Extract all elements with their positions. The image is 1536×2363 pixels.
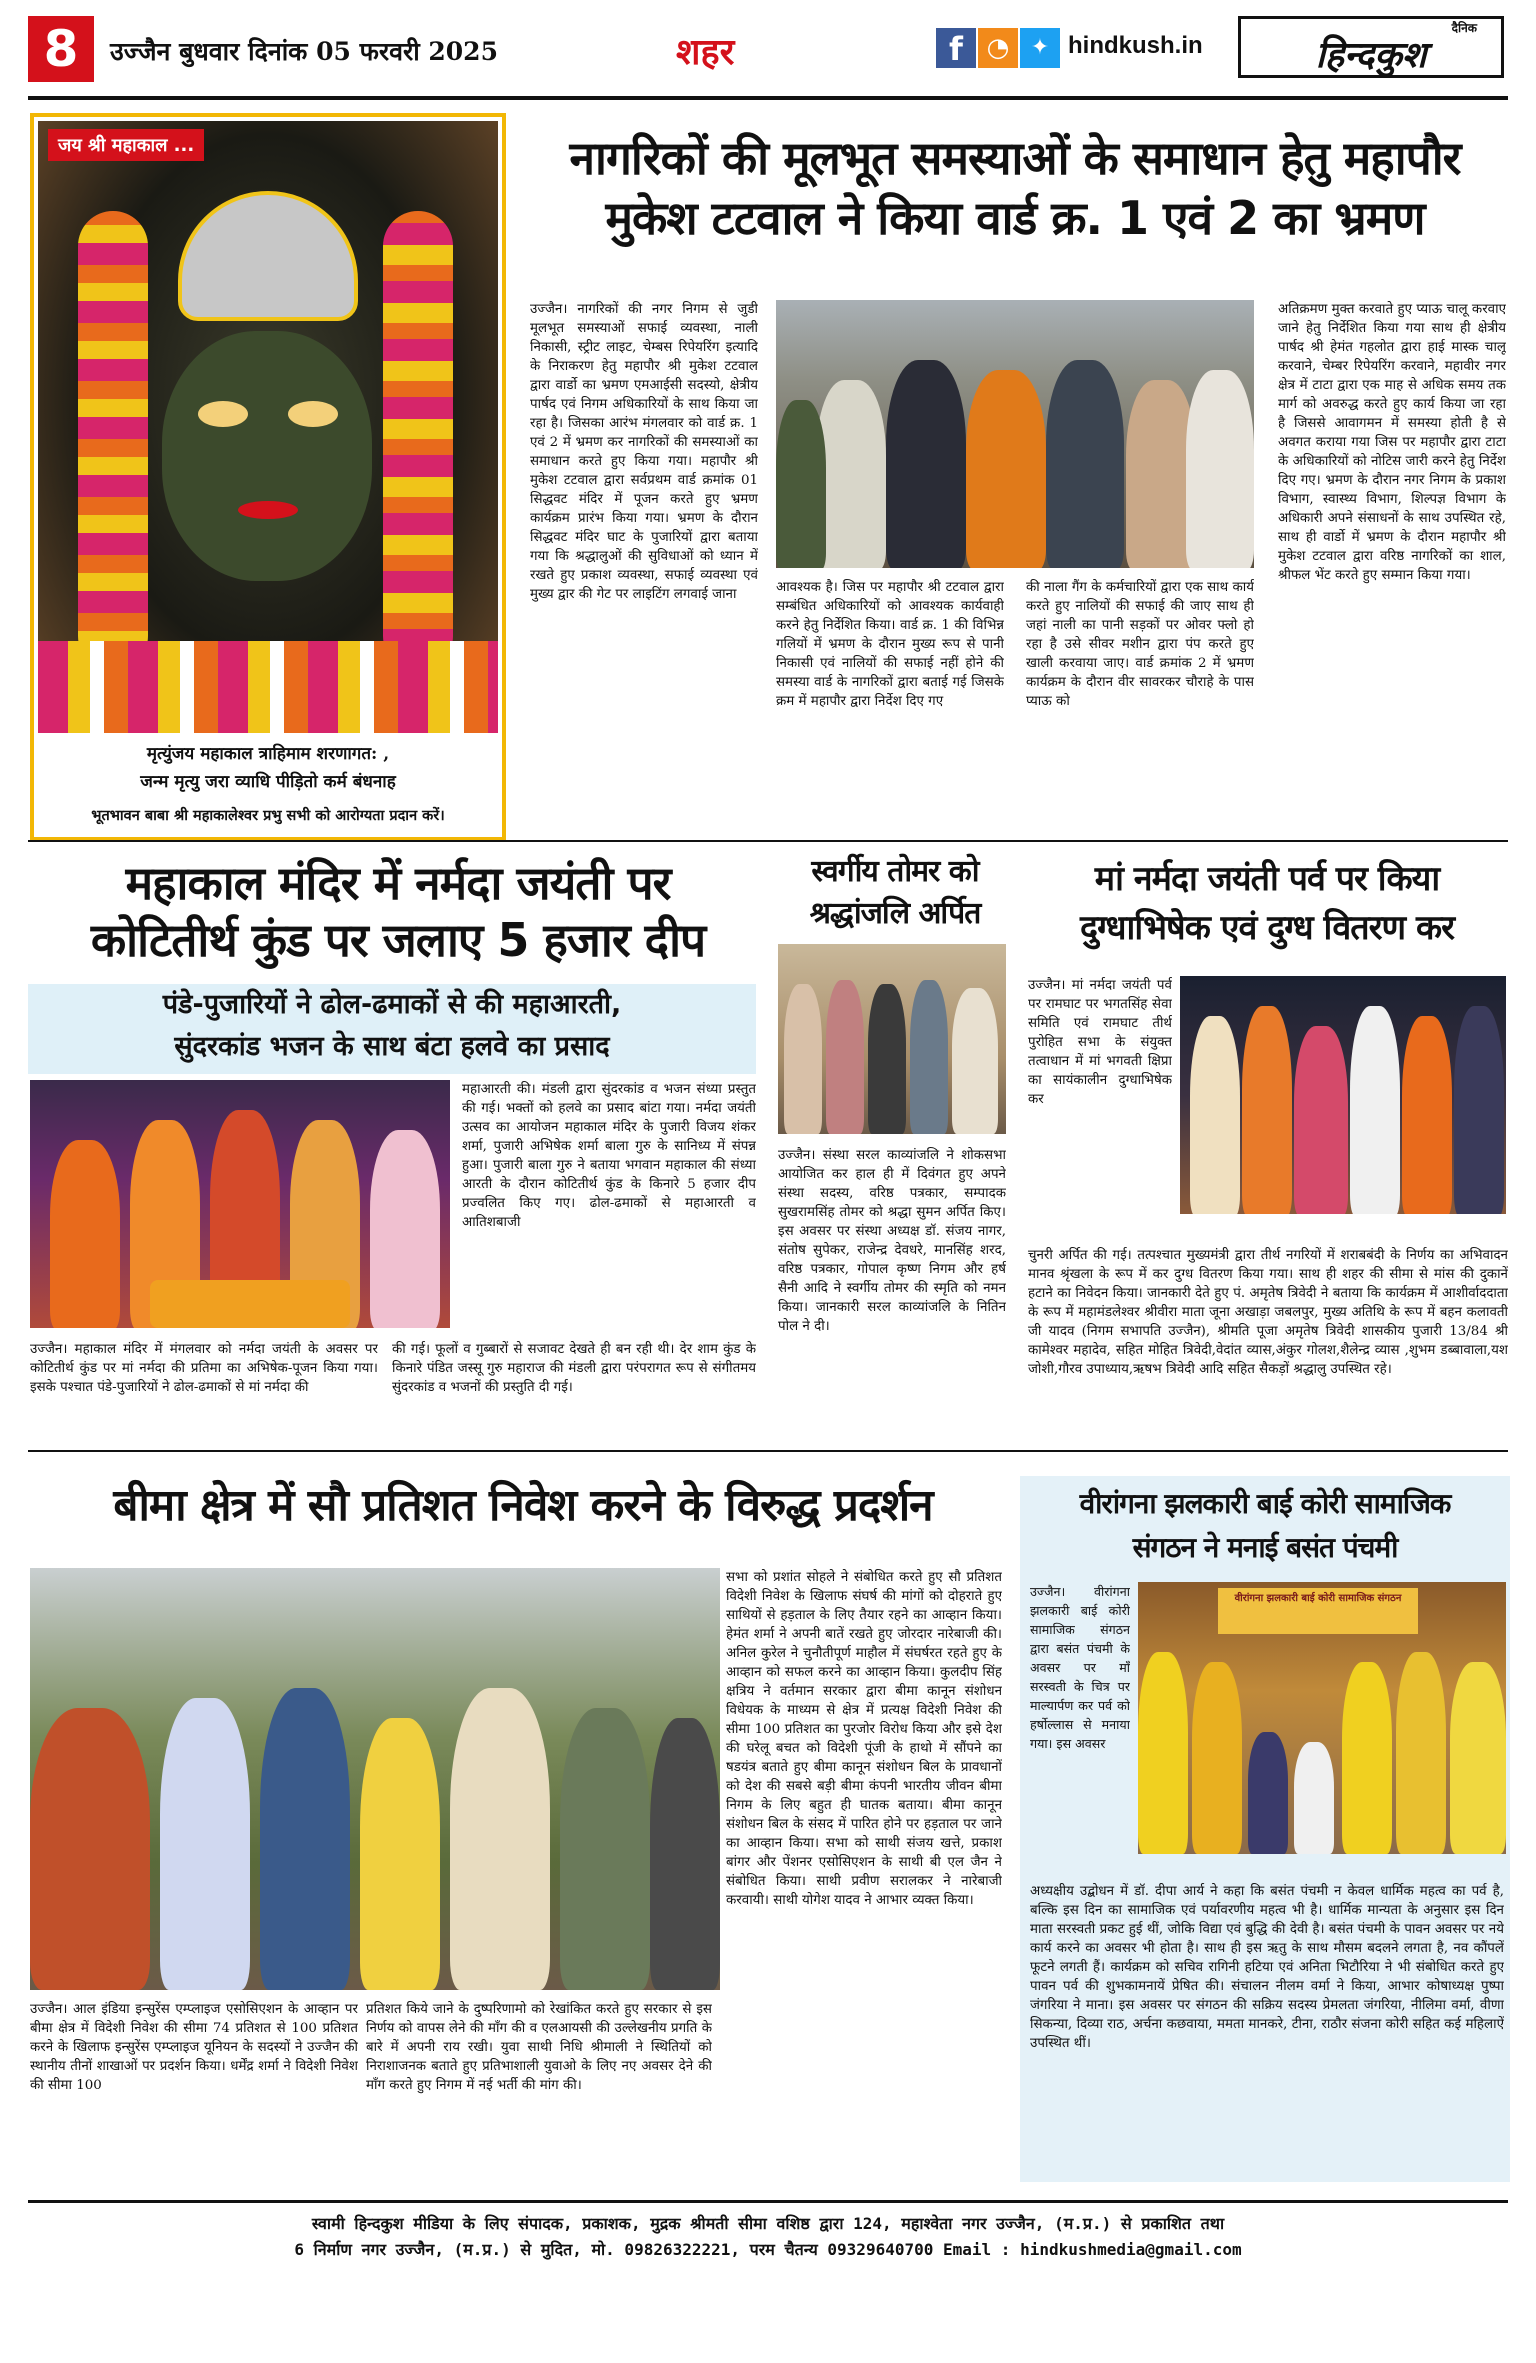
masthead	[28, 16, 1508, 98]
story4-body: चुनरी अर्पित की गई। तत्पश्चात मुख्यमंत्री द्वारा तीर्थ नगरियों में शराबबंदी के निर्णय का अभिवादन मानव श्रृंखला के रूप में कर दुग्ध वितरण किया गया। साथ ही शहर की सीमा से मांस की दुकानें हटाने का निवेदन किया। जानकारी देते हुए पं. अमृतेष त्रिवेदी ने बताया कि कार्यक्रम में आशीर्वाददाता के रूप में महामंडलेश्वर श्रीवीरा माता जूना अखाड़ा जबलपुर, मुख्य अतिथि के रूप में बहन कलावती जी यादव (निगम सभापति उज्जैन), श्रीमति पूजा अमृतेष त्रिवेदी शासकीय पुजारी 13/84 श्री कामेश्वर महादेव, सहित मोहित त्रिवेदी,वेदांत व्यास,अंकुर गोलश,शैलेन्द्र व्यास ,शुभम डब्बावाला,यश जोशी,गौरव उपाध्याय,ऋषभ त्रिवेदी आदि सहित सैकड़ों श्रद्धालु उपस्थित रहे।	[1028, 1248, 1508, 1377]
paper-logo	[1238, 16, 1504, 78]
story3-headline-1: स्वर्गीय तोमर को	[811, 854, 979, 889]
mahakal-caption-1: मृत्युंजय महाकाल त्राहिमाम शरणागत: ,	[146, 744, 390, 764]
story2-subhead-2: सुंदरकांड भजन के साथ बंटा हलवे का प्रसाद	[174, 1031, 610, 1062]
story6-body: अध्यक्षीय उद्बोधन में डॉ. दीपा आर्य ने कहा कि बसंत पंचमी न केवल धार्मिक महत्व का पर्व है, बल्कि इस दिन का सामाजिक एवं पर्यावरणीय महत्व भी है। धार्मिक मान्यता के अनुसार इस दिन माता सरस्वती प्रकट हुई थीं, जोकि विद्या एवं बुद्धि की देवी है। बसंत पंचमी के पावन अवसर पर नये कार्य करने का अवसर भी होता है। साथ ही इस ऋतु के साथ मौसम बदलने लगता है, नव कौंपलें फूटने लगती हैं। कार्यक्रम को सचिव रागिनी हटिया एवं अनिता भिटौरिया ने भी संबोधित करते हुए पावन पर्व की शुभकामनायें प्रेषित की। संचालन नीलम वर्मा ने किया, आभार कोषाध्यक्ष पुष्पा जंगरिया ने माना। इस अवसर पर संगठन की सक्रिय सदस्य प्रेमलता जंगरिया, नीलिमा वर्मा, वीणा सिकन्या, दिव्या राठ, अर्चना कछवाया, ममता मानकरे, टीना, राठौर संजना कोरी सहित कई महिलाऐं उपस्थित थीं।	[1030, 1884, 1504, 2051]
paper-tag: दैनिक	[1451, 21, 1477, 35]
story6-headline-2: संगठन ने मनाई बसंत पंचमी	[1132, 1531, 1398, 1564]
social-icons	[936, 28, 1060, 70]
mahakal-tag: जय श्री महाकाल ...	[48, 129, 204, 161]
footer-divider	[28, 2200, 1508, 2203]
paper-name: हिन्दकुश	[1315, 35, 1427, 76]
facebook-icon[interactable]: f	[936, 28, 976, 68]
story2-col-right: महाआरती की। मंडली द्वारा सुंदरकांड व भजन संध्या प्रस्तुत की गई। भक्तों को हलवे का प्रसाद बांटा गया। नर्मदा जयंती उत्सव का आयोजन महाकाल मंदिर के पुजारी विजय शंकर शर्मा, पुजारी अभिषेक शर्मा बाला गुरु के सानिध्य में संपन्न हुआ। पुजारी बाला गुरु ने बताया भगवान महाकाल की संध्या आरती के दौरान कोटितीर्थ कुंड के किनारे 5 हजार दीप प्रज्वलित किए गए। ढोल-ढमाकों से महाआरती व आतिशबाजी	[462, 1082, 756, 1230]
story5-photo	[30, 1568, 720, 1990]
story5-col-a: उज्जैन। आल इंडिया इन्सुरेंस एम्प्लाइज एसोसिएशन के आव्हान पर बीमा क्षेत्र में विदेशी निवेश की सीमा 74 प्रतिशत से 100 प्रतिशत करने के खिलाफ इन्सुरेंस एम्प्लाइज यूनियन के सदस्यों ने उज्जैन की स्थानीय तीनों शाखाओं पर प्रदर्शन किया। धर्मेंद्र शर्मा ने विदेशी निवेश की सीमा 100	[30, 2002, 358, 2093]
story5-headline: बीमा क्षेत्र में सौ प्रतिशत निवेश करने के विरुद्ध प्रदर्शन	[113, 1480, 933, 1531]
story2-col-b: की गई। फूलों व गुब्बारों से सजावट देखते ही बन रही थी। देर शाम कुंड के किनारे पंडित जस्सू गुरु महाराज की मंडली द्वारा परंपरागत रूप से संगीतमय सुंदरकांड व भजनों की प्रस्तुति दी गई।	[392, 1342, 756, 1395]
masthead-divider	[28, 96, 1508, 100]
story2-subhead-1: पंडे-पुजारियों ने ढोल-ढमाकों से की महाआरती,	[162, 989, 622, 1020]
rss-icon[interactable]: ◔	[978, 28, 1018, 68]
twitter-icon[interactable]: ✦	[1020, 28, 1060, 68]
story1-col-1: उज्जैन। नागरिकों की नगर निगम से जुडी मूलभूत समस्याओं सफाई व्यवस्था, नाली निकासी, स्ट्रीट लाइट, चेम्बस रिपेयरिंग इत्यादि के निराकरण हेतु महापौर श्री मुकेश टटवाल द्वारा वार्डो का भ्रमण एमआईसी सदस्यो, क्षेत्रीय पार्षद एवं निगम अधिकारियों के साथ किया जा रहा है। जिसका आरंभ मंगलवार को वार्ड क्र. 1 एवं 2 में भ्रमण कर नागरिकों की समस्याओं का समाधान करते हुए किया गया। महापौर श्री मुकेश टटवाल द्वारा सर्वप्रथम वार्ड क्रमांक 01 सिद्धवट मंदिर में पूजन करते हुए भ्रमण कार्यक्रम प्रारंभ किया गया। भ्रमण के दौरान सिद्धवट मंदिर घाट के पुजारियों द्वारा बताया गया कि श्रद्धालुओं की सुविधाओं को ध्यान में रखते हुए प्रकाश व्यवस्था, सफाई व्यवस्था एवं मुख्य द्वार की गेट पर लाइटिंग लगवाई जाना	[530, 302, 758, 602]
story4-headline-2: दुग्धाभिषेक एवं दुग्ध वितरण कर	[1080, 908, 1454, 948]
dateline: उज्जैन बुधवार दिनांक 05 फरवरी 2025	[110, 37, 498, 66]
footer-line-1: स्वामी हिन्दकुश मीडिया के लिए संपादक, प्रकाशक, मुद्रक श्रीमती सीमा वशिष्ठ द्वारा 124, महाश्वेता नगर उज्जैन, (म.प्र.) से प्रकाशित तथा	[311, 2214, 1225, 2233]
website-link[interactable]: hindkush.in	[1068, 32, 1203, 59]
mahakal-box	[30, 113, 506, 841]
divider-mid-2	[28, 1450, 1508, 1452]
mahakal-image	[38, 121, 498, 733]
story6-col-left: उज्जैन। वीरांगना झलकारी बाई कोरी सामाजिक संगठन द्वारा बसंत पंचमी के अवसर पर माँ सरस्वती के चित्र पर माल्यार्पण कर पर्व को हर्षोल्लास से मनाया गया। इस अवसर	[1030, 1584, 1130, 1751]
story3-body: उज्जैन। संस्था सरल काव्यांजलि ने शोकसभा आयोजित कर हाल ही में दिवंगत हुए अपने संस्था सदस्य, वरिष्ठ पत्रकार, सम्पादक सुखरामसिंह तोमर को श्रद्धा सुमन अर्पित किए। इस अवसर पर संस्था अध्यक्ष डॉ. संजय नागर, संतोष सुपेकर, राजेन्द्र देवधरे, मानसिंह शरद, वरिष्ठ पत्रकार, गोपाल कृष्ण निगम और हर्ष सैनी आदि ने स्वर्गीय तोमर की स्मृति को नमन किया। जानकारी सरल काव्यांजलि के नितिन पोल ने दी।	[778, 1148, 1006, 1334]
mahakal-caption-2: जन्म मृत्यु जरा व्याधि पीड़ितो कर्म बंधनाह	[140, 772, 396, 792]
story5-col-b: प्रतिशत किये जाने के दुष्परिणामो को रेखांकित करते हुए सरकार से इस निर्णय को वापस लेने की मॉंग की व एलआयसी की उल्लेखनीय प्रगति के बारे में अपनी राय रखी। युवा साथी निधि श्रीमाली ने स्थितियों को निराशाजनक बताते हुए प्रतिभाशाली युवाओ के लिए नए अवसर देने की माँग करते हुए निगम में नई भर्ती की मांग की।	[366, 2002, 712, 2093]
story6-banner: वीरांगना झलकारी बाई कोरी सामाजिक संगठन	[1218, 1588, 1418, 1634]
story3-photo	[778, 944, 1006, 1134]
section-label: शहर	[676, 32, 735, 73]
page-number: 8	[28, 16, 94, 82]
story4-col-left: उज्जैन। मां नर्मदा जयंती पर्व पर रामघाट पर भगतसिंह सेवा समिति एवं रामघाट तीर्थ पुरोहित सभा के संयुक्त तत्वाधान में मां भगवती क्षिप्रा का सायंकालीन दुग्धाभिषेक कर	[1028, 978, 1172, 1107]
story3-headline-2: श्रद्धांजलि अर्पित	[809, 896, 981, 931]
story1-headline-2: मुकेश टटवाल ने किया वार्ड क्र. 1 एवं 2 का भ्रमण	[605, 191, 1425, 245]
story2-photo	[30, 1080, 450, 1328]
story2-headline-2: कोटितीर्थ कुंड पर जलाए 5 हजार दीप	[90, 913, 706, 967]
story1-col-3: की नाला गैंग के कर्मचारियों द्वारा एक साथ कार्य करते हुए नालियों की सफाई की जाए साथ ही जहां नाली का पानी सड़कों पर ओवर फ्लो हो रहा है उसे सीवर मशीन द्वारा पंप करते हुए खाली करवाया जाए। वार्ड क्रमांक 2 में भ्रमण कार्यक्रम के दौरान वीर सावरकर चौराहे के पास प्याऊ को	[1026, 580, 1254, 709]
story2-subhead	[28, 984, 756, 1074]
story6-headline-1: वीरांगना झलकारी बाई कोरी सामाजिक	[1079, 1487, 1451, 1520]
story1-col-2: आवश्यक है। जिस पर महापौर श्री टटवाल द्वारा सम्बंधित अधिकारियों को आवश्यक कार्यवाही करने हेतु निर्देशित किया। वार्ड क्र. 1 की विभिन्न गलियों में भ्रमण के दौरान मुख्य रूप से पानी निकासी एवं नालियों की सफाई नहीं होने की समस्या वार्ड के नागरिकों द्वारा बताई गई जिसके क्रम में महापौर द्वारा निर्देश दिए गए	[776, 580, 1004, 709]
footer-line-2: 6 निर्माण नगर उज्जैन, (म.प्र.) से मुदित, मो. 09826322221, परम चैतन्य 09329640700 Email : hindkushmedia@gmail.com	[294, 2240, 1242, 2259]
story5-col-c: सभा को प्रशांत सोहले ने संबोधित करते हुए सौ प्रतिशत विदेशी निवेश के खिलाफ संघर्ष की मांगों को दोहराते हुए साथियों से हड़ताल के लिए तैयार रहने का आव्हान किया। हेमंत शर्मा ने अपनी बातें रखते हुए जोरदार नारेबाजी की। अनिल कुरेल ने चुनौतीपूर्ण माहौल में संघर्षरत रहते हुए के आव्हान को सफल करने का आव्हान किया। कुलदीप सिंह क्षत्रिय ने वर्तमान सरकार द्वारा बीमा कानून संशोधन विधेयक के माध्यम से क्षेत्र में प्रत्यक्ष विदेशी निवेश की सीमा 100 प्रतिशत का पुरजोर विरोध किया और इसे देश की घरेलू बचत को विदेशी पूंजी के हाथो में सौंपने का षडयंत्र बताते हुए बीमा कानून संशोधन बिल के प्रावधानों को देश की सबसे बड़ी बीमा कंपनी भारतीय जीवन बीमा निगम के लिए बहुत ही घातक बताया। बीमा कानून संशोधन बिल के संसद में पारित होने पर हड़ताल पर जाने का आव्हान किया। सभा को साथी संजय खत्ते, प्रकाश बांगर और पेंशनर एसोसिएशन के साथी बी एल जैन ने संबोधित किया। साथी प्रवीण सरालकर ने नारेबाजी करवायी। साथी योगेश यादव ने आभार व्यक्त किया।	[726, 1570, 1002, 1908]
story4-photo	[1180, 976, 1506, 1214]
story1-col-4: अतिक्रमण मुक्त करवाते हुए प्याऊ चालू करवाए जाने हेतु निर्देशित किया गया साथ ही क्षेत्रीय पार्षद श्री हेमंत गहलोत द्वारा हाई मास्क चालू करवाने, चेम्बर रिपेयरिंग करवाने, महावीर नगर क्षेत्र में टाटा द्वारा एक माह से अधिक समय तक मार्ग को अवरुद्ध करते हुए कार्य किया जा रहा है जिससे आवागमन में समस्या होती है से अवगत कराया गया जिस पर महापौर द्वारा टाटा के अधिकारियों को नोटिस जारी करने हेतु निर्देश दिए गए। भ्रमण के दौरान नगर निगम के प्रकाश विभाग, स्वास्थ्य विभाग, शिल्पज्ञ विभाग के अधिकारी अपने संसाधनों के साथ उपस्थित रहे, साथ ही वार्डो में भ्रमण के दौरान महापौर श्री मुकेश टटवाल द्वारा वरिष्ठ नागरिकों का शाल, श्रीफल भेंट करते हुए सम्मान किया गया।	[1278, 302, 1506, 583]
story4-headline-1: मां नर्मदा जयंती पर्व पर किया	[1094, 859, 1440, 899]
story2-headline-1: महाकाल मंदिर में नर्मदा जयंती पर	[125, 856, 671, 910]
story1-photo	[776, 300, 1254, 568]
mahakal-caption-3: भूतभावन बाबा श्री महाकालेश्वर प्रभु सभी को आरोग्यता प्रदान करें।	[91, 807, 445, 824]
story2-col-a: उज्जैन। महाकाल मंदिर में मंगलवार को नर्मदा जयंती के अवसर पर कोटितीर्थ कुंड पर मां नर्मदा की प्रतिमा का अभिषेक-पूजन किया गया। इसके पश्चात पंडे-पुजारियों ने ढोल-ढमाकों से मां नर्मदा की	[30, 1342, 378, 1395]
story6-photo	[1138, 1582, 1506, 1854]
divider-mid-1	[28, 840, 1508, 842]
story1-headline-1: नागरिकों की मूलभूत समस्याओं के समाधान हेतु महापौर	[569, 131, 1461, 185]
